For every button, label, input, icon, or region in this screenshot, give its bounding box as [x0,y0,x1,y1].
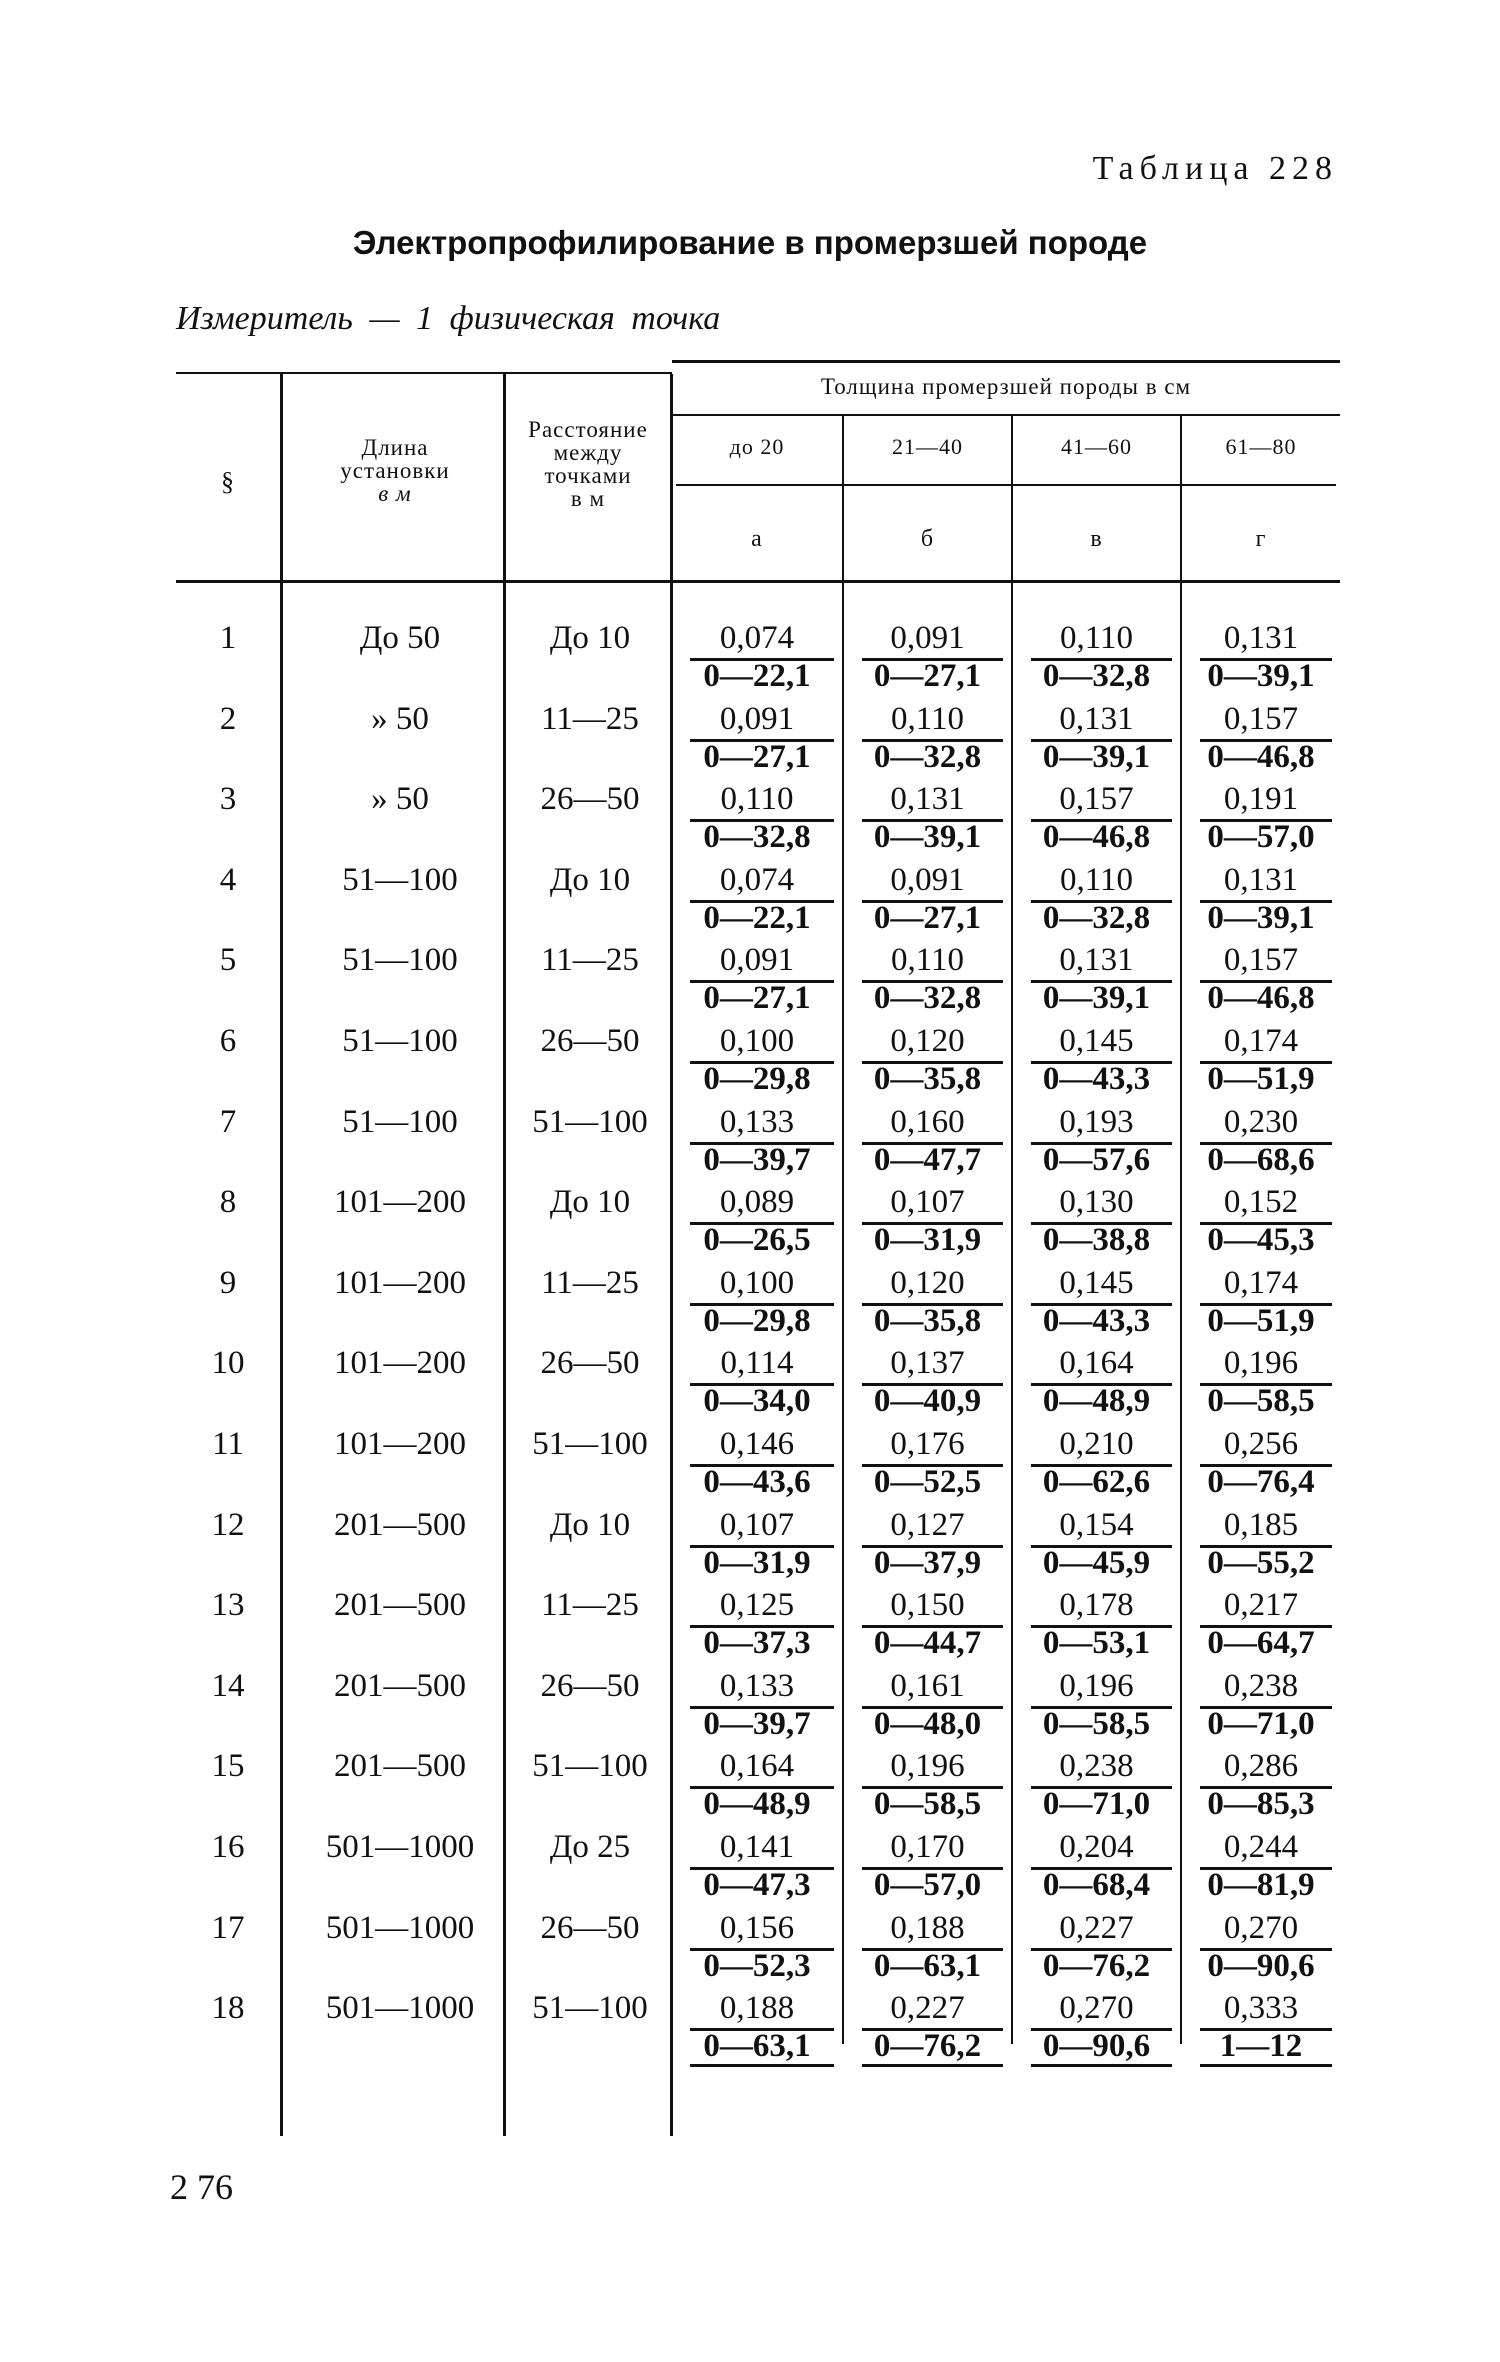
range-header: 41—60 [1061,434,1132,459]
row-value: 0,091 [890,861,965,898]
row-distance: 11—25 [541,942,639,979]
row-distance: До 10 [549,620,631,656]
row-range: 0—63,1 [873,1947,982,1984]
row-value: 0,217 [1223,1587,1299,1624]
row-value: 0,131 [1223,620,1299,656]
row-value: 0,131 [1059,700,1134,737]
row-value: 0,120 [890,1264,965,1301]
col-header-distance-line: точками [544,463,632,488]
row-value: 0,091 [890,620,965,656]
row-value: 0,145 [1059,1264,1134,1301]
row-value: 0,164 [1059,1345,1134,1382]
row-range: 0—39,1 [873,819,982,856]
col-header-length-line: установки [340,458,450,483]
row-range: 0—58,5 [1042,1705,1151,1742]
row-range: 0—31,9 [703,1544,811,1581]
row-range: 0—43,6 [703,1464,811,1500]
row-range: 0—37,9 [873,1544,982,1581]
row-distance: 26—50 [540,1023,640,1059]
row-number: 16 [211,1829,245,1865]
row-length: 501—1000 [325,1990,475,2027]
row-value: 0,256 [1223,1426,1299,1462]
row-range: 0—39,1 [1207,658,1315,694]
row-length: 101—200 [334,1264,466,1301]
row-distance: До 25 [549,1829,631,1865]
row-length: 201—500 [334,1587,466,1624]
row-distance: 51—100 [532,1990,648,2027]
row-value: 0,188 [890,1909,965,1946]
row-range: 0—31,9 [873,1222,982,1259]
col-header-distance [503,418,673,510]
row-range: 0—48,0 [873,1705,982,1742]
row-value: 0,110 [1059,861,1134,898]
table-top-rule-left [176,372,672,374]
range-bottom-rule [862,2064,1003,2067]
row-range: 0—58,5 [873,1786,982,1823]
row-value: 0,120 [890,1023,965,1059]
row-value: 0,170 [890,1829,965,1865]
row-value: 0,131 [1223,861,1299,898]
row-value: 0,137 [890,1345,965,1382]
row-value: 0,089 [719,1184,795,1221]
row-value: 0,174 [1223,1264,1299,1301]
col-header-distance-text [503,418,673,510]
row-distance: 26—50 [540,781,640,818]
row-length: 101—200 [334,1426,466,1462]
row-value: 0,157 [1059,781,1134,818]
table-number: Таблица 228 [1092,150,1338,187]
row-number: 2 [219,700,237,737]
row-value: 0,133 [719,1667,795,1704]
row-value: 0,176 [890,1426,965,1462]
col-header-length-line: в м [378,481,412,506]
row-value: 0,188 [719,1990,795,2027]
range-bottom-rule [1031,2064,1172,2067]
col-header-distance-line: между [553,440,623,465]
row-range: 0—35,8 [873,1061,982,1097]
row-range: 0—27,1 [873,658,982,694]
row-range: 0—38,8 [1042,1222,1151,1259]
row-value: 0,196 [1223,1345,1299,1382]
row-range: 0—43,3 [1042,1302,1151,1339]
row-length: 201—500 [334,1667,466,1704]
row-distance: 26—50 [540,1667,640,1704]
row-range: 0—44,7 [873,1625,982,1662]
row-range: 0—47,3 [703,1867,811,1903]
row-distance: 51—100 [532,1426,648,1462]
row-value: 0,270 [1059,1990,1134,2027]
row-range: 0—27,1 [873,899,982,936]
range-header: 21—40 [892,434,963,459]
row-value: 0,130 [1059,1184,1134,1221]
row-value: 0,196 [890,1748,965,1785]
row-range: 0—76,4 [1207,1464,1315,1500]
row-value: 0,227 [890,1990,965,2027]
row-range: 0—35,8 [873,1302,982,1339]
row-length: 51—100 [342,1023,458,1059]
row-value: 0,157 [1223,942,1299,979]
row-range: 0—32,8 [873,738,982,775]
row-value: 0,227 [1059,1909,1134,1946]
row-value: 0,141 [719,1829,795,1865]
row-range: 0—48,9 [703,1786,811,1823]
row-distance: До 10 [549,1506,631,1543]
row-range: 0—29,8 [703,1302,811,1339]
row-value: 0,100 [719,1023,795,1059]
row-value: 0,193 [1059,1103,1134,1140]
row-distance: 11—25 [541,700,639,737]
letter-header: в [1090,526,1103,552]
row-range: 0—51,9 [1207,1061,1315,1097]
row-range: 0—39,1 [1042,738,1151,775]
row-length: 201—500 [334,1506,466,1543]
letter-header: г [1255,526,1267,552]
row-range: 0—76,2 [873,2028,982,2065]
row-range: 0—63,1 [703,2028,811,2065]
col-header-length-text [300,436,490,505]
row-value: 0,091 [719,700,795,737]
row-range: 0—76,2 [1042,1947,1151,1984]
range-bottom-rule [1200,2064,1332,2067]
row-distance: 26—50 [540,1345,640,1382]
row-value: 0,100 [719,1264,795,1301]
row-value: 0,244 [1223,1829,1299,1865]
row-range: 0—64,7 [1207,1625,1315,1662]
row-range: 0—22,1 [703,658,811,694]
row-value: 0,160 [890,1103,965,1140]
row-value: 0,133 [719,1103,795,1140]
thickness-group-header: Толщина промерзшей породы в см [820,374,1192,399]
row-range: 0—32,8 [873,980,982,1017]
row-length: 501—1000 [325,1829,475,1865]
row-value: 0,131 [890,781,965,818]
row-value: 0,164 [719,1748,795,1785]
row-range: 0—71,0 [1207,1705,1315,1742]
row-range: 0—45,3 [1207,1222,1315,1259]
row-range: 0—55,2 [1207,1544,1315,1581]
row-value: 0,286 [1223,1748,1299,1785]
row-length: 51—100 [342,1103,458,1140]
row-distance: 51—100 [532,1103,648,1140]
range-header: до 20 [729,434,785,459]
row-range: 0—90,6 [1207,1947,1315,1984]
row-value: 0,091 [719,942,795,979]
row-value: 0,238 [1223,1667,1299,1704]
row-range: 0—26,5 [703,1222,811,1259]
row-value: 0,230 [1223,1103,1299,1140]
thickness-group-rule [672,414,1340,416]
header-bottom-rule [176,580,1340,583]
row-range: 0—85,3 [1207,1786,1315,1823]
row-range: 0—32,8 [1042,658,1151,694]
row-range: 0—53,1 [1042,1625,1151,1662]
row-value: 0,210 [1059,1426,1134,1462]
col-header-length-line: Длина [361,435,429,460]
row-number: 5 [219,942,237,979]
row-value: 0,145 [1059,1023,1134,1059]
row-value: 0,185 [1223,1506,1299,1543]
row-value: 0,125 [719,1587,795,1624]
row-value: 0,131 [1059,942,1134,979]
row-range: 0—32,8 [1042,899,1151,936]
row-range: 0—40,9 [873,1383,982,1420]
row-value: 0,074 [719,620,795,656]
letter-header: б [920,526,935,552]
row-value: 0,114 [720,1345,794,1382]
row-number: 4 [219,861,237,898]
row-value: 0,150 [890,1587,965,1624]
row-number: 12 [211,1506,245,1543]
row-range: 0—45,9 [1042,1544,1151,1581]
row-range: 0—90,6 [1042,2028,1151,2065]
row-range: 0—46,8 [1207,738,1315,775]
measure-unit: Измеритель — 1 физическая точка [176,300,721,337]
row-range: 0—51,9 [1207,1302,1315,1339]
row-value: 0,074 [719,861,795,898]
row-value: 0,178 [1059,1587,1134,1624]
row-distance: 11—25 [541,1587,639,1624]
row-range: 0—58,5 [1207,1383,1315,1420]
row-range: 0—27,1 [703,980,811,1017]
range-header: 61—80 [1225,434,1297,459]
row-range: 0—62,6 [1042,1464,1151,1500]
row-number: 1 [219,620,237,656]
letter-header: а [751,526,763,552]
row-value: 0,191 [1223,781,1299,818]
row-number: 13 [211,1587,245,1624]
row-range: 0—29,8 [703,1061,811,1097]
row-range: 0—46,8 [1207,980,1315,1017]
row-length: » 50 [371,781,429,818]
row-range: 0—34,0 [703,1383,811,1420]
page-title: Электропрофилирование в промерзшей породе [352,224,1148,261]
row-value: 0,110 [720,781,794,818]
row-range: 0—52,5 [873,1464,982,1500]
row-number: 15 [211,1748,245,1785]
row-range: 0—68,6 [1207,1141,1315,1178]
range-sub-rule [676,484,1336,486]
row-range: 0—57,0 [1207,819,1315,856]
col-header-length [300,436,490,505]
row-number: 9 [219,1264,237,1301]
row-range: 0—46,8 [1042,819,1151,856]
col-divider-1 [280,374,283,2136]
row-value: 0,156 [719,1909,795,1946]
row-range: 0—71,0 [1042,1786,1151,1823]
col-header-distance-line: в м [570,486,606,511]
row-distance: 51—100 [532,1748,648,1785]
row-range: 0—39,7 [703,1141,811,1178]
row-number: 6 [219,1023,237,1059]
row-value: 0,174 [1223,1023,1299,1059]
row-range: 0—39,1 [1207,899,1315,936]
row-value: 0,157 [1223,700,1299,737]
row-value: 0,146 [719,1426,795,1462]
row-value: 0,107 [890,1184,965,1221]
row-length: 501—1000 [325,1909,475,1946]
row-number: 14 [211,1667,245,1704]
row-number: 11 [212,1426,244,1462]
row-length: 51—100 [342,861,458,898]
row-value: 0,110 [890,942,965,979]
row-range: 0—39,7 [703,1705,811,1742]
row-value: 0,238 [1059,1748,1134,1785]
row-number: 10 [211,1345,245,1382]
row-value: 0,152 [1223,1184,1299,1221]
row-value: 0,154 [1059,1506,1134,1543]
row-number: 8 [219,1184,237,1221]
row-value: 0,127 [890,1506,965,1543]
row-range: 1—12 [1219,2028,1303,2065]
row-number: 7 [219,1103,237,1140]
row-range: 0—27,1 [703,738,811,775]
page-number: 2 76 [170,2167,233,2207]
row-range: 0—68,4 [1042,1867,1151,1903]
row-range: 0—81,9 [1207,1867,1315,1903]
row-value: 0,204 [1059,1829,1134,1865]
row-value: 0,196 [1059,1667,1134,1704]
row-number: 18 [211,1990,245,2027]
row-length: 101—200 [334,1345,466,1382]
row-range: 0—39,1 [1042,980,1151,1017]
row-value: 0,110 [890,700,965,737]
row-value: 0,110 [1059,620,1134,656]
table-top-rule [672,360,1340,363]
row-length: 51—100 [342,942,458,979]
row-distance: До 10 [549,861,631,898]
row-distance: 11—25 [541,1264,639,1301]
row-number: 17 [211,1909,245,1946]
row-range: 0—57,6 [1042,1141,1151,1178]
row-range: 0—48,9 [1042,1383,1151,1420]
row-range: 0—47,7 [873,1141,982,1178]
row-length: До 50 [359,620,441,656]
row-length: 201—500 [334,1748,466,1785]
row-distance: 26—50 [540,1909,640,1946]
row-range: 0—57,0 [873,1867,982,1903]
row-value: 0,333 [1223,1990,1299,2027]
row-value: 0,107 [719,1506,795,1543]
row-value: 0,270 [1223,1909,1299,1946]
row-range: 0—22,1 [703,899,811,936]
row-length: 101—200 [334,1184,466,1221]
row-range: 0—37,3 [703,1625,811,1662]
col-header-distance-line: Расстояние [528,417,648,442]
row-distance: До 10 [549,1184,631,1221]
row-value: 0,161 [890,1667,965,1704]
row-number: 3 [219,781,237,818]
row-length: » 50 [371,700,429,737]
row-range: 0—32,8 [703,819,811,856]
range-bottom-rule [690,2064,834,2067]
row-range: 0—52,3 [703,1947,811,1984]
col-header-section: § [221,467,235,496]
row-range: 0—43,3 [1042,1061,1151,1097]
